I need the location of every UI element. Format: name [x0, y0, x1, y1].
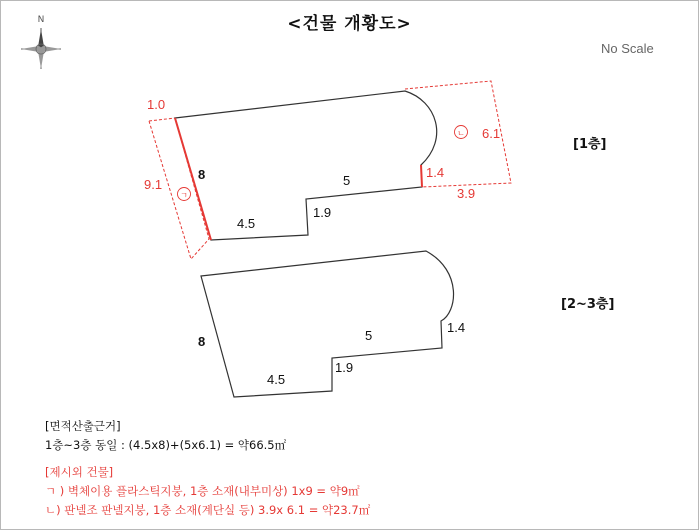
floor1-dim-step-top: 5	[343, 173, 351, 188]
floor23-plan	[198, 251, 465, 397]
floor23-dim-left: 8	[198, 334, 206, 349]
svg-text:ㄱ: ㄱ	[180, 191, 188, 200]
floor23-label: [2~3층]	[561, 297, 615, 312]
floor23-dim-step-side: 1.9	[335, 360, 354, 375]
annex-a-marker	[178, 188, 191, 201]
annex-dim-left: 9.1	[144, 177, 163, 192]
floor1-plan	[144, 81, 511, 259]
notes-heading: [면적산출근거]	[45, 419, 121, 433]
floor23-dim-bottom: 4.5	[267, 372, 286, 387]
floor23-dim-right: 1.4	[447, 320, 466, 335]
notes-section	[45, 417, 370, 520]
floor23-outline	[201, 251, 454, 397]
annex-heading: [제시외 건물]	[45, 465, 114, 479]
north-arrow-icon	[21, 15, 61, 69]
svg-text:ㄴ: ㄴ	[457, 129, 465, 138]
floor1-dim-step-side: 1.9	[313, 205, 332, 220]
floor1-dim-left: 8	[198, 167, 206, 182]
annex-dim-top-left: 1.0	[147, 97, 166, 112]
annex-dim-bottom-right: 3.9	[457, 186, 476, 201]
floor1-outline	[175, 91, 437, 240]
floor1-label: [1층]	[573, 137, 607, 152]
compass-label: N	[37, 15, 45, 25]
scale-note: No Scale	[601, 41, 654, 56]
annex-b-marker	[455, 126, 468, 139]
annex-line-a: ㄱ ) 벽체이용 플라스틱지붕, 1층 소재(내부미상) 1x9 = 약9㎡	[45, 484, 360, 498]
diagram-title: <건물 개황도>	[287, 14, 412, 34]
area-calculation: 1층~3층 동일 : (4.5x8)+(5x6.1) = 약66.5㎡	[45, 438, 287, 452]
floor1-dim-bottom: 4.5	[237, 216, 256, 231]
annex-dim-notch: 1.4	[426, 165, 445, 180]
annex-dim-right: 6.1	[482, 126, 501, 141]
floor23-dim-step-top: 5	[365, 328, 373, 343]
annex-line-b: ㄴ) 판넬조 판넬지붕, 1층 소재(계단실 등) 3.9x 6.1 = 약23.7㎡	[45, 503, 371, 517]
